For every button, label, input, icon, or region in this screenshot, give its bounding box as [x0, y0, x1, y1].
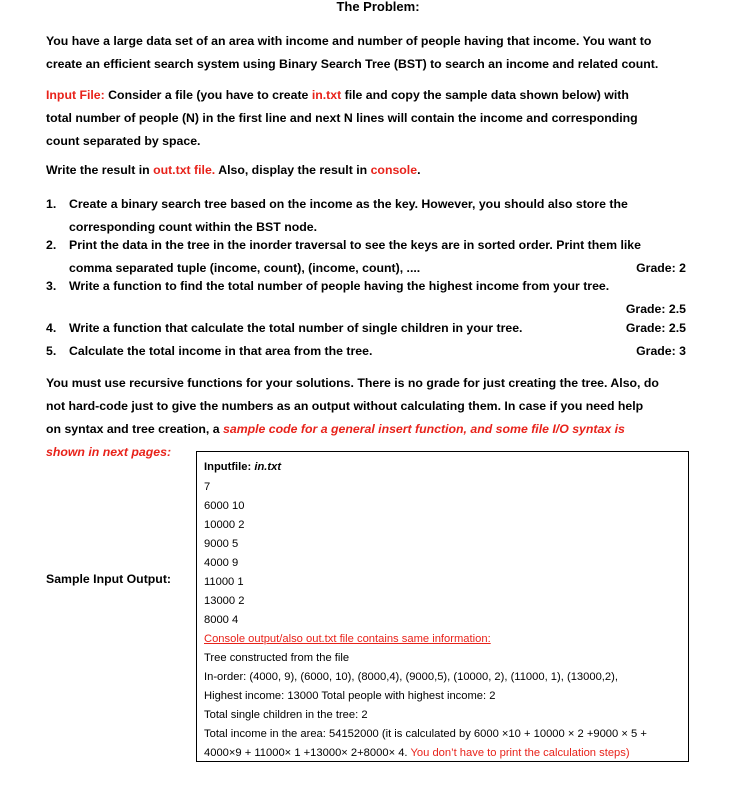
output-line: [204, 744, 630, 762]
intro-line: create an efficient search system using Binary Search Tree (BST) to search an income and related count.: [46, 57, 659, 71]
task-line: comma separated tuple (income, count), (income, count), ....: [69, 261, 421, 275]
intro-line: You have a large data set of an area with income and number of people having that income. You want to: [46, 34, 652, 48]
recursive-line: You must use recursive functions for your solutions. There is no grade for just creating the tree. Also, do: [46, 376, 659, 390]
write-result-paragraph: [46, 159, 688, 182]
sample-input-output-label: Sample Input Output:: [46, 572, 172, 586]
input-file-text: Consider a file (you have to create: [108, 88, 309, 102]
task-number: 2.: [46, 238, 57, 252]
task-text: Write a function to find the total number of people having the highest income from your tree.: [69, 279, 610, 293]
intro-paragraph: [46, 30, 688, 76]
input-line: 11000 1: [204, 576, 244, 588]
recursive-line: shown in next pages:: [46, 445, 172, 459]
recursive-text: on syntax and tree creation, a: [46, 422, 220, 436]
output-line: Highest income: 13000 Total people with highest income: 2: [204, 690, 496, 702]
task-line: Print the data in the tree in the inorder traversal to see the keys are in sorted order. Print them like: [69, 238, 641, 252]
input-line: 8000 4: [204, 614, 239, 626]
input-file-label: Input File:: [46, 88, 105, 102]
output-line: Total single children in the tree: 2: [204, 709, 368, 721]
page-title: The Problem:: [336, 0, 420, 14]
input-line: 7: [204, 481, 211, 493]
write-result-filename: out.txt file.: [153, 163, 216, 177]
write-result-console: console: [370, 163, 418, 177]
input-file-filename: in.txt: [311, 88, 342, 102]
write-result-text: Write the result in: [46, 163, 150, 177]
recursive-line: [46, 418, 688, 441]
input-file-line: count separated by space.: [46, 134, 201, 148]
task-number: 1.: [46, 197, 57, 211]
task-text: [69, 234, 688, 280]
input-file-line: total number of people (N) in the first line and next N lines will contain the income and corresponding: [46, 111, 638, 125]
write-result-text: Also, display the result in: [218, 163, 368, 177]
recursive-highlight: sample code for a general insert function, and some file I/O syntax is: [223, 422, 625, 436]
task-text: Calculate the total income in that area from the tree.: [69, 344, 373, 358]
task-text: [69, 193, 688, 239]
recursive-line: not hard-code just to give the numbers as an output without calculating them. In case if you need help: [46, 399, 644, 413]
task-line: corresponding count within the BST node.: [69, 220, 317, 234]
output-note: You don’t have to print the calculation steps): [410, 747, 630, 759]
task-number: 5.: [46, 344, 57, 358]
input-line: 9000 5: [204, 538, 239, 550]
task-number: 3.: [46, 279, 57, 293]
inputfile-name: in.txt: [254, 461, 282, 473]
input-file-paragraph: [46, 84, 688, 153]
task-5-grade: Grade: 3: [636, 344, 686, 358]
console-output-header: Console output/also out.txt file contains same information:: [204, 633, 491, 645]
output-line: Tree constructed from the file: [204, 652, 350, 664]
output-line: In-order: (4000, 9), (6000, 10), (8000,4), (9000,5), (10000, 2), (11000, 1), (13000,2),: [204, 671, 618, 683]
input-line: 10000 2: [204, 519, 245, 531]
output-line: Total income in the area: 54152000 (it is calculated by 6000 ×10 + 10000 × 2 +9000 × 5 +: [204, 728, 647, 740]
task-3-grade: Grade: 2.5: [625, 302, 686, 316]
input-file-line: [46, 84, 688, 107]
input-line: 4000 9: [204, 557, 239, 569]
task-line: Create a binary search tree based on the income as the key. However, you should also store the: [69, 197, 628, 211]
task-text: Write a function that calculate the total number of single children in your tree.: [69, 321, 523, 335]
write-result-period: .: [417, 163, 421, 177]
inputfile-header: [204, 458, 281, 476]
task-number: 4.: [46, 321, 57, 335]
task-2-grade: Grade: 2: [636, 261, 686, 275]
inputfile-label: Inputfile:: [204, 461, 252, 473]
input-line: 13000 2: [204, 595, 245, 607]
input-line: 6000 10: [204, 500, 245, 512]
sample-box: [196, 451, 689, 762]
input-file-text: file and copy the sample data shown below) with: [344, 88, 629, 102]
output-text: 4000×9 + 11000× 1 +13000× 2+8000× 4.: [204, 747, 408, 759]
task-4-grade: Grade: 2.5: [625, 321, 686, 335]
